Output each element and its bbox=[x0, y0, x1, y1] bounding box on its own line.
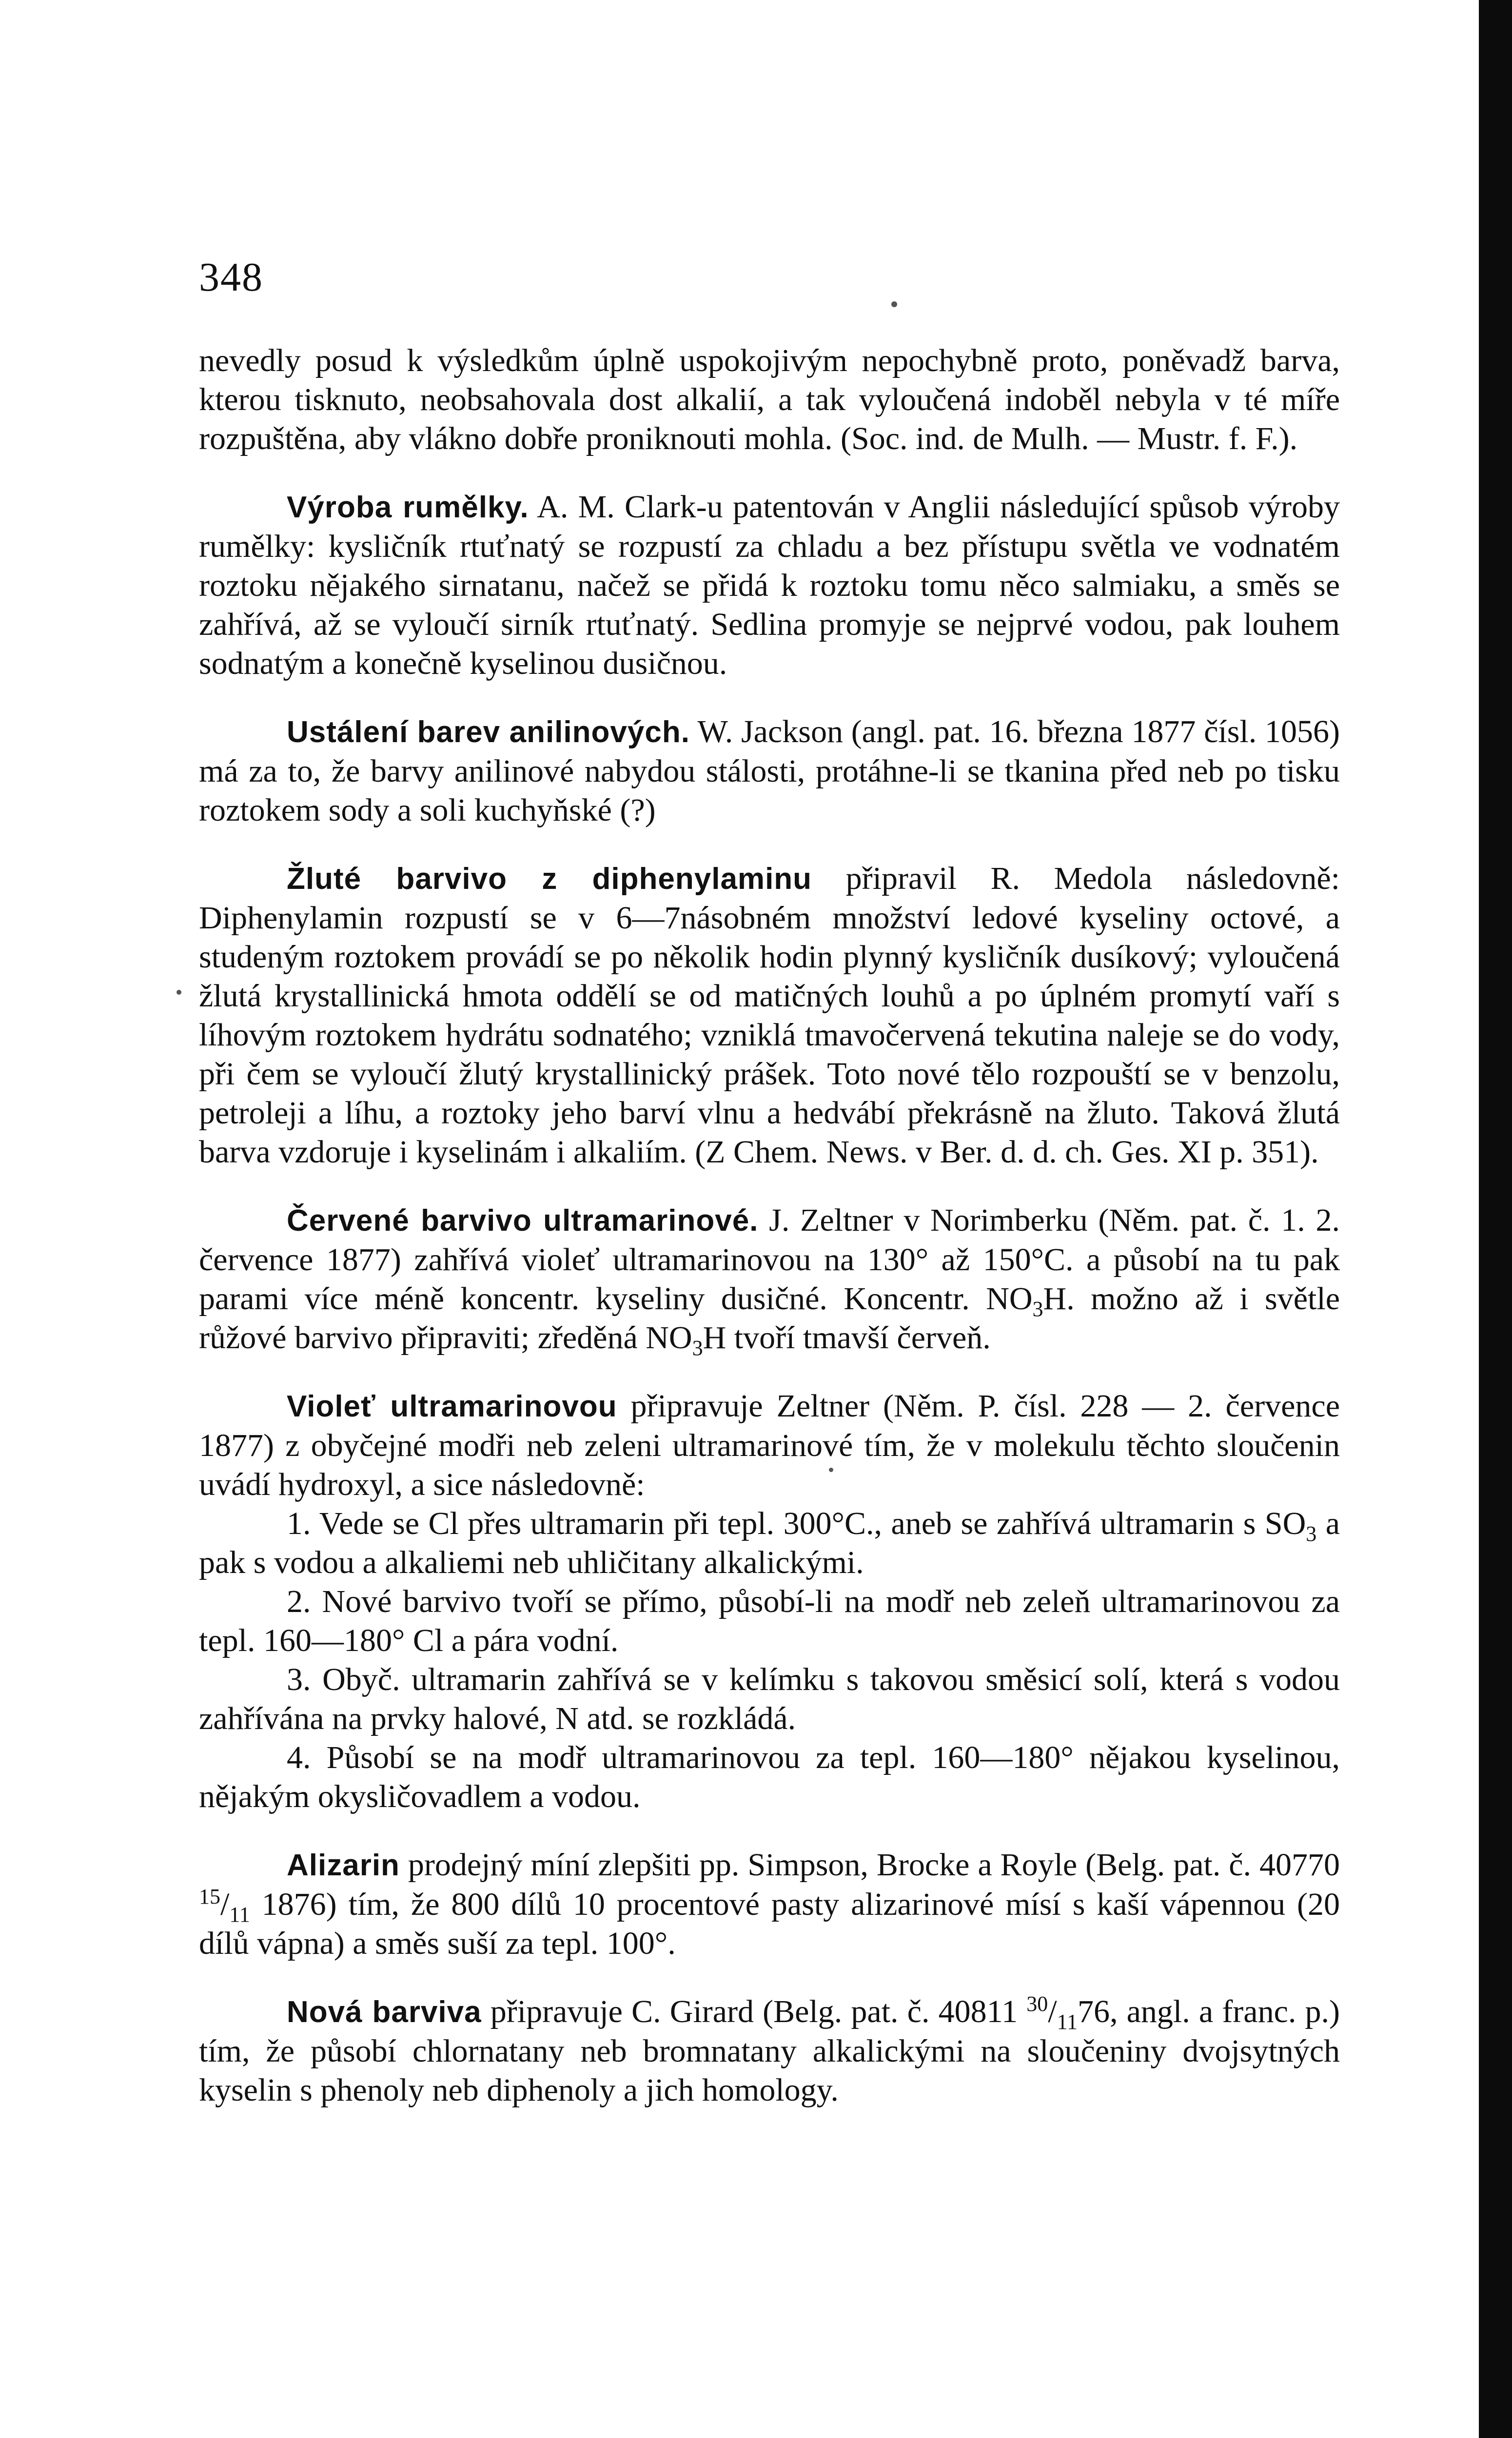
speck bbox=[891, 301, 897, 307]
page-number: 348 bbox=[199, 255, 263, 300]
paragraph-cervene-barvivo: Červené barvivo ultramarinové. J. Zeltner v Norimberku (Něm. pat. č. 1. 2. července 1877) zahřívá violeť ultramarinovou na 130° až 150°C. a působí na tu pak parami více méně koncentr. kyseliny dusičné. Koncentr. $NO_3H$. možno až i světle růžové barvivo připraviti; zředěná $NO_3H$ tvoří tmavší červeň. bbox=[199, 1202, 1340, 1360]
list-item: 3. Obyč. ultramarin zahřívá se v kelímku s takovou směsicí solí, která s vodou zahřívána na prvky halové, N atd. se rozkládá. bbox=[199, 1662, 1340, 1736]
heading-alizarin: Alizarin bbox=[287, 1848, 400, 1882]
list-item: 2. Nové barvivo tvoří se přímo, působí-li na modř neb zeleň ultramarinovou za tepl. 160—180° Cl a pára vodní. bbox=[199, 1584, 1340, 1658]
heading-violet: Violeť ultramarinovou bbox=[287, 1390, 617, 1423]
paragraph-alizarin: Alizarin prodejný míní zlepšiti pp. Simpson, Brocke a Royle (Belg. pat. č. 40770 $^{15}/_{11}$ 1876) tím, že 800 dílů 10 procentové pasty alizarinové mísí s kaší vápennou (20 dílů vápna) a směs suší za tepl. 100°. bbox=[199, 1847, 1340, 1961]
paragraph-zlute-barvivo: Žluté barvivo z diphenylaminu připravil R. Medola následovně: Diphenylamin rozpustí se v 6—7násobném množství ledové kyseliny octové, a studeným roztokem provádí se po několik hodin plynný kysličník dusíkový; vyloučená žlutá krystallinická hmota oddělí se od matičných louhů a po úplném promytí vaří s líhovým roztokem hydrátu sodnatého; vzniklá tmavočervená tekutina naleje se do vody, při čem se vyloučí žlutý krystallinický prášek. Toto nové tělo rozpouští se v benzolu, petroleji a líhu, a roztoky jeho barví vlnu a hedvábí překrásně na žluto. Taková žlutá barva vzdoruje i kyselinám i alkaliím. (Z Chem. News. v Ber. d. d. ch. Ges. XI p. 351). bbox=[199, 861, 1340, 1170]
paragraph-violet: Violeť ultramarinovou připravuje Zeltner (Něm. P. čísl. 228 — 2. července 1877) z obyčejné modři neb zeleni ultramarinové tím, že v molekulu těchto sloučenin uvádí hydroxyl, a sice následovně: 1. Vede se Cl přes ultramarin při tepl. 300°C., aneb se zahřívá ultramarin s $SO_3$ a pak s vodou a alkaliemi neb uhličitany alkalickými. 2. Nové barvivo tvoří se přímo, působí-li na modř neb zeleň ultramarinovou za tepl. 160—180° Cl a pára vodní. 3. Obyč. ultramarin zahřívá se v kelímku s takovou směsicí solí, která s vodou zahřívána na prvky halové, N atd. se rozkládá. 4. Působí se na modř ultramarinovou za tepl. 160—180° nějakou kyselinou, nějakým okysličovadlem a vodou. bbox=[199, 1387, 1340, 1816]
speck bbox=[177, 990, 181, 995]
heading-zlute-barvivo: Žluté barvivo z diphenylaminu bbox=[287, 862, 812, 896]
heading-rumelka: Výroba rumělky. bbox=[287, 491, 529, 524]
heading-anilin: Ustálení barev anilinových. bbox=[287, 715, 690, 749]
body-text bbox=[199, 341, 1340, 2110]
heading-nova-barviva: Nová barviva bbox=[287, 1995, 482, 2029]
heading-cervene-barvivo: Červené barvivo ultramarinové. bbox=[287, 1204, 759, 1238]
paragraph-anilin: Ustálení barev anilinových. W. Jackson (angl. pat. 16. března 1877 čísl. 1056) má za to, že barvy anilinové nabydou stálosti, protáhne-li se tkanina před neb po tisku roztokem sody a soli kuchyňské (?) bbox=[199, 714, 1340, 828]
list-item: 4. Působí se na modř ultramarinovou za tepl. 160—180° nějakou kyselinou, nějakým okysličovadlem a vodou. bbox=[199, 1740, 1340, 1814]
list-item: 1. Vede se Cl přes ultramarin při tepl. 300°C., aneb se zahřívá ultramarin s $SO_3$ a pak s vodou a alkaliemi neb uhličitany alkalickými. bbox=[199, 1506, 1340, 1580]
paragraph-indigo: nevedly posud k výsledkům úplně uspokojivým nepochybně proto, poněvadž barva, kterou tisknuto, neobsahovala dost alkalií, a tak vyloučená indoběl nebyla v té míře rozpuštěna, aby vlákno dobře proniknouti mohla. (Soc. ind. de Mulh. — Mustr. f. F.). bbox=[199, 343, 1340, 456]
paragraph-nova-barviva: Nová barviva připravuje C. Girard (Belg. pat. č. 40811 $^{30}/_{11}76$, angl. a franc. p.) tím, že působí chlornatany neb bromnatany alkalickými na sloučeniny dvojsytných kyselin s phenoly neb diphenoly a jich homology. bbox=[199, 1992, 1340, 2108]
paragraph-rumelka: Výroba rumělky. A. M. Clark-u patentován v Anglii následující spůsob výroby rumělky: kysličník rtuťnatý se rozpustí za chladu a bez přístupu světla ve vodnatém roztoku nějakého sirnatanu, načež se přidá k roztoku tomu něco salmiaku, a směs se zahřívá, až se vyloučí sirník rtuťnatý. Sedlina promyje se nejprvé vodou, pak louhem sodnatým a konečně kyselinou dusičnou. bbox=[199, 489, 1340, 681]
scan-edge bbox=[1479, 0, 1512, 2438]
